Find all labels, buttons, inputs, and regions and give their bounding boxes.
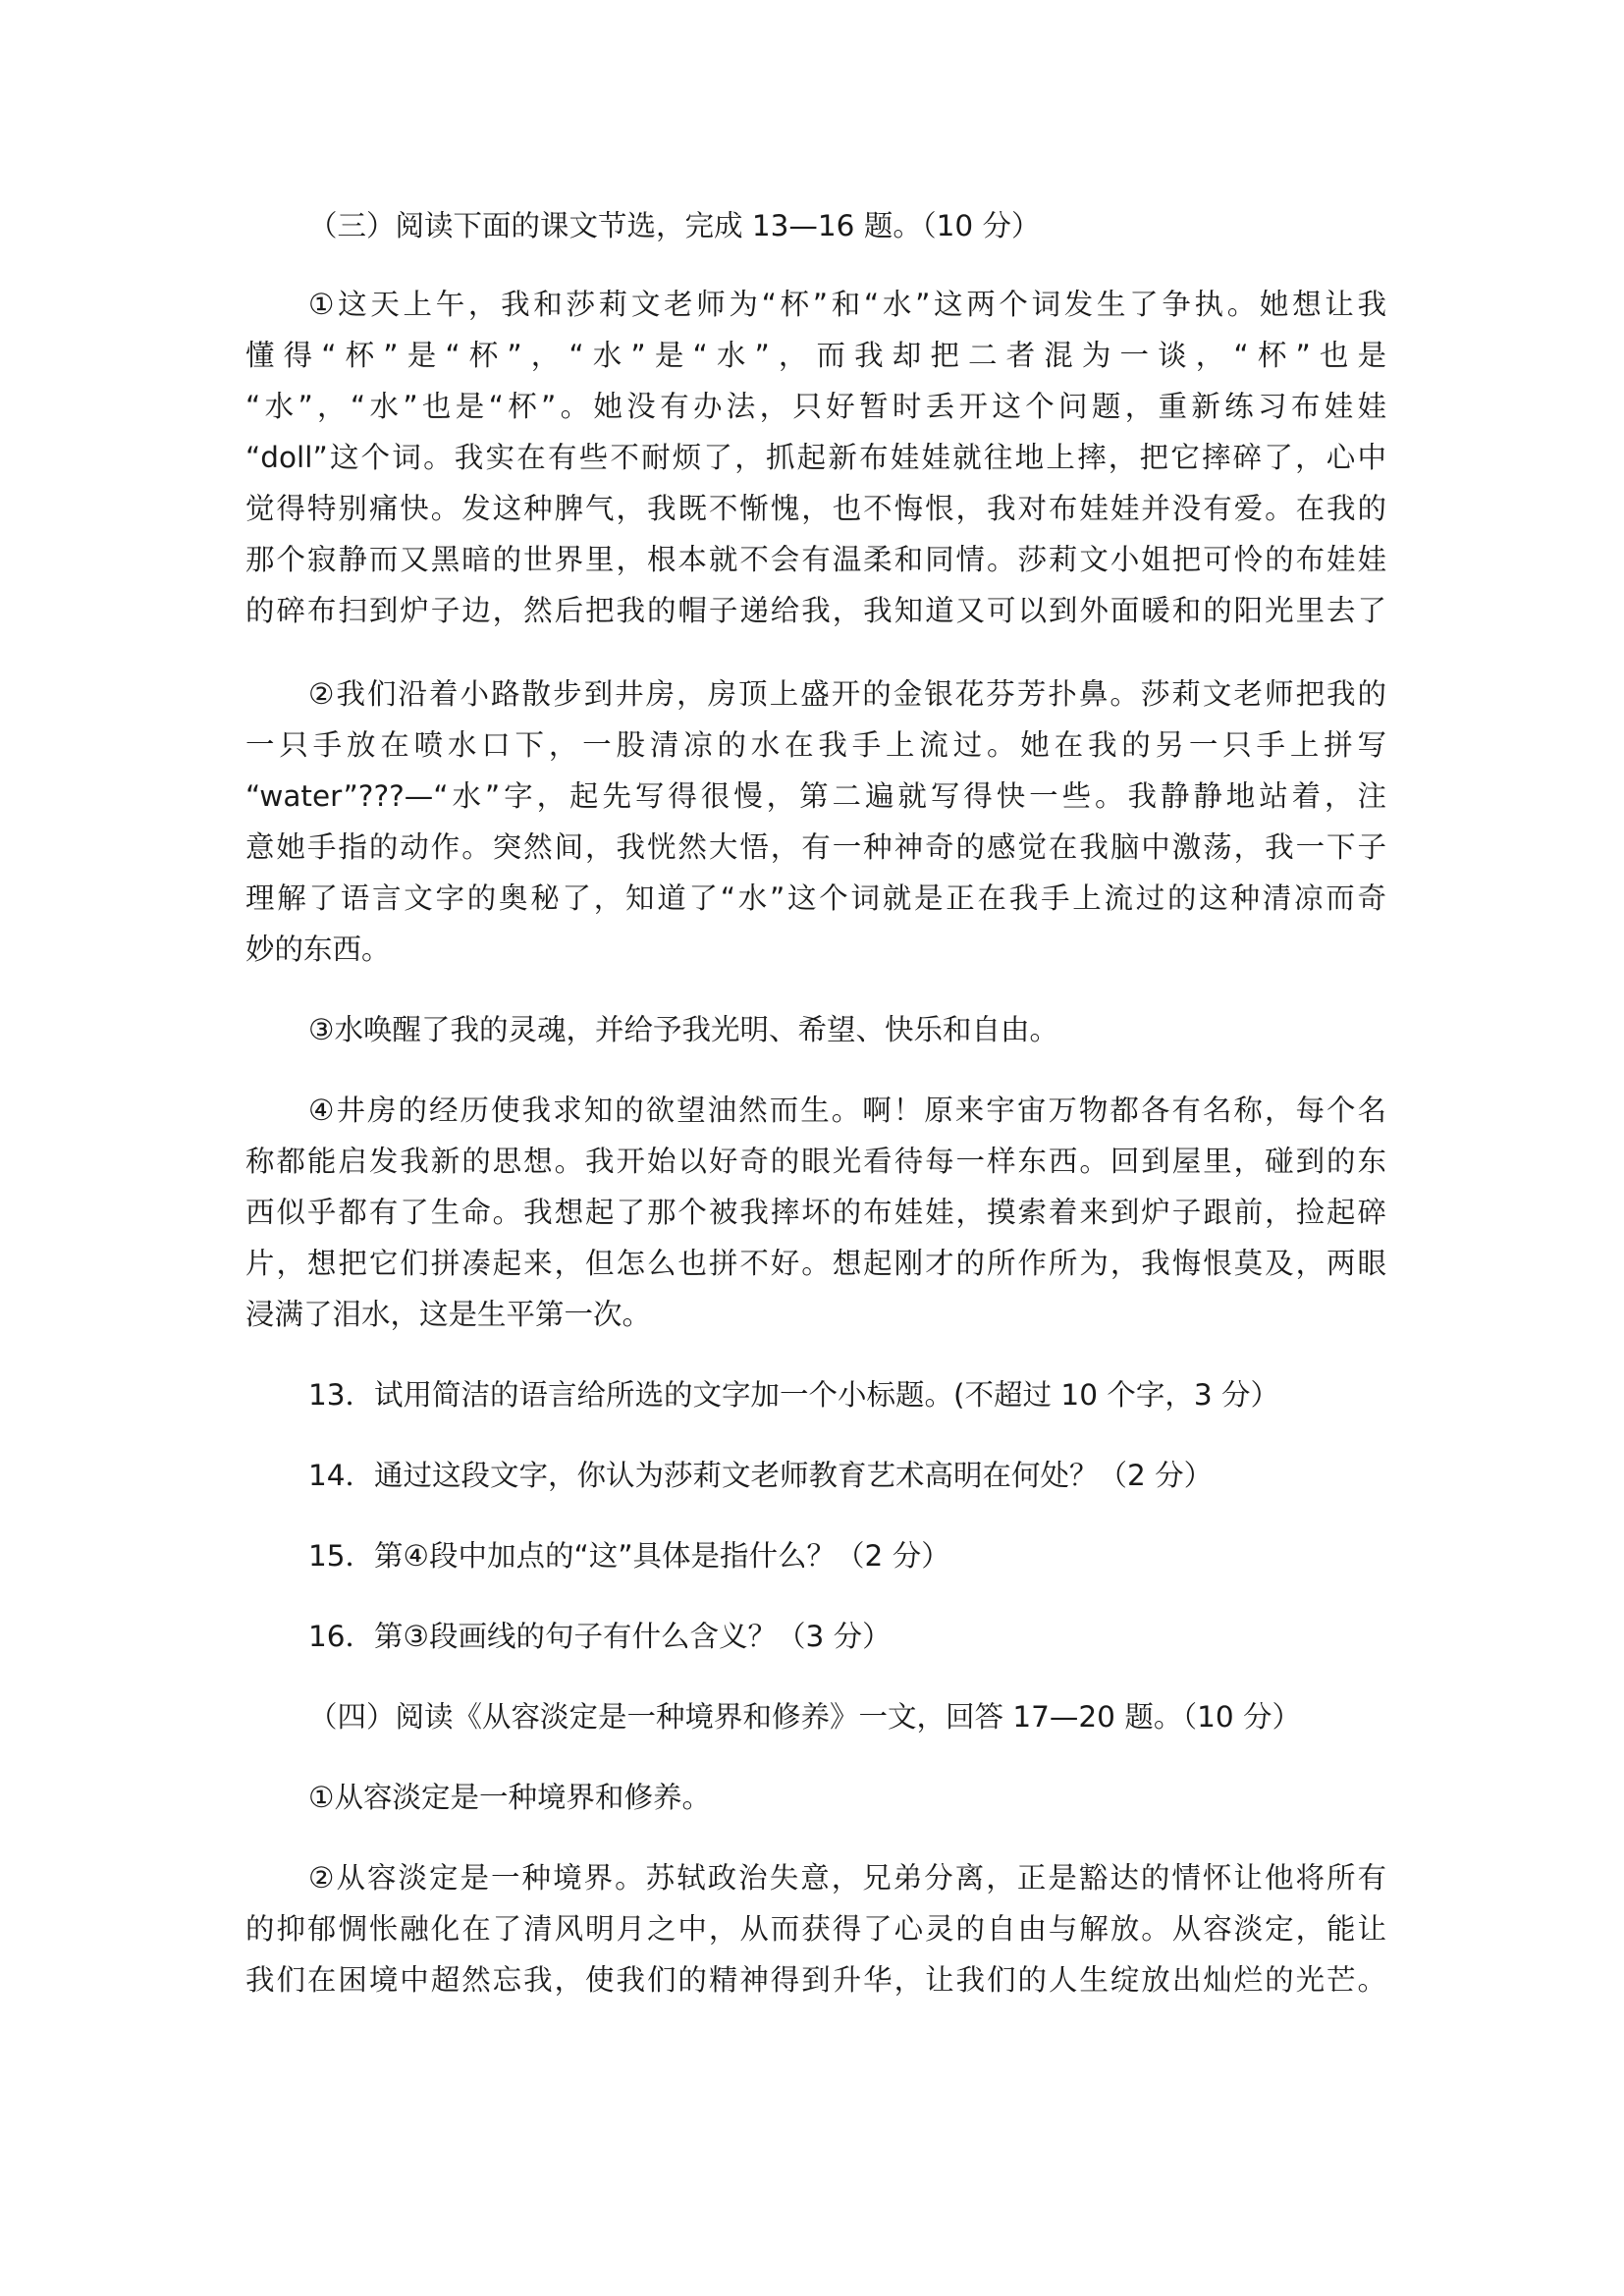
question-16: 16．第③段画线的句子有什么含义？（3 分） — [308, 1620, 892, 1653]
text-line: ③水唤醒了我的灵魂，并给予我光明、希望、快乐和自由。 — [308, 1013, 1058, 1046]
paragraph — [245, 1852, 1386, 2005]
text-line: 觉得特别痛快。发这种脾气，我既不惭愧，也不悔恨，我对布娃娃并没有爱。在我的 — [245, 492, 1386, 525]
text-line: ①这天上午，我和莎莉文老师为“杯”和“水”这两个词发生了争执。她想让我 — [308, 288, 1386, 321]
text-line: 一只手放在喷水口下，一股清凉的水在我手上流过。她在我的另一只手上拼写 — [245, 728, 1386, 762]
paragraph — [245, 279, 1386, 636]
text-line: ④井房的经历使我求知的欲望油然而生。啊！原来宇宙万物都各有名称，每个名 — [308, 1094, 1386, 1127]
text-line: 妙的东西。 — [245, 933, 391, 966]
text-line: 懂得“杯”是“杯”，“水”是“水”，而我却把二者混为一谈，“杯”也是 — [245, 339, 1386, 372]
text-line: 的碎布扫到炉子边，然后把我的帽子递给我，我知道又可以到外面暖和的阳光里去了 — [245, 594, 1386, 627]
paragraph — [245, 1085, 1386, 1340]
text-line: ①从容淡定是一种境界和修养。 — [308, 1781, 711, 1814]
question-15: 15．第④段中加点的“这”具体是指什么？（2 分） — [308, 1539, 950, 1573]
page-content — [245, 200, 1386, 2005]
section-heading: （三）阅读下面的课文节选，完成 13—16 题。（10 分） — [308, 209, 1041, 242]
text-line: 意她手指的动作。突然间，我恍然大悟，有一种神奇的感觉在我脑中激荡，我一下子 — [245, 830, 1386, 864]
text-line: 称都能启发我新的思想。我开始以好奇的眼光看待每一样东西。回到屋里，碰到的东 — [245, 1145, 1386, 1178]
text-line: 的抑郁惆怅融化在了清风明月之中，从而获得了心灵的自由与解放。从容淡定，能让 — [245, 1912, 1386, 1946]
question-14: 14．通过这段文字，你认为莎莉文老师教育艺术高明在何处？（2 分） — [308, 1459, 1214, 1492]
paragraph — [245, 1004, 1386, 1055]
paragraph — [245, 668, 1386, 975]
text-line: 理解了语言文字的奥秘了，知道了“水”这个词就是正在我手上流过的这种清凉而奇 — [245, 881, 1386, 915]
text-line: 西似乎都有了生命。我想起了那个被我摔坏的布娃娃，摸索着来到炉子跟前，捡起碎 — [245, 1196, 1386, 1229]
text-line: ②我们沿着小路散步到井房，房顶上盛开的金银花芬芳扑鼻。莎莉文老师把我的 — [308, 677, 1386, 711]
question-13: 13．试用简洁的语言给所选的文字加一个小标题。(不超过 10 个字，3 分） — [308, 1378, 1279, 1412]
text-line: “水”，“水”也是“杯”。她没有办法，只好暂时丢开这个问题，重新练习布娃娃 — [245, 390, 1386, 423]
section-heading: （四）阅读《从容淡定是一种境界和修养》一文，回答 17—20 题。（10 分） — [308, 1700, 1301, 1734]
text-line: ②从容淡定是一种境界。苏轼政治失意，兄弟分离，正是豁达的情怀让他将所有 — [308, 1861, 1386, 1895]
text-line: 片，想把它们拼凑起来，但怎么也拼不好。想起刚才的所作所为，我悔恨莫及，两眼 — [245, 1247, 1386, 1280]
text-line: “doll”这个词。我实在有些不耐烦了，抓起新布娃娃就往地上摔，把它摔碎了，心中 — [245, 441, 1386, 474]
text-line: 浸满了泪水，这是生平第一次。 — [245, 1298, 652, 1331]
text-line: 那个寂静而又黑暗的世界里，根本就不会有温柔和同情。莎莉文小姐把可怜的布娃娃 — [245, 543, 1386, 576]
text-line: 我们在困境中超然忘我，使我们的精神得到升华，让我们的人生绽放出灿烂的光芒。 — [245, 1963, 1386, 1997]
text-line: “water”???—“水”字，起先写得很慢，第二遍就写得快一些。我静静地站着，注 — [245, 779, 1386, 813]
paragraph — [245, 1772, 1386, 1823]
